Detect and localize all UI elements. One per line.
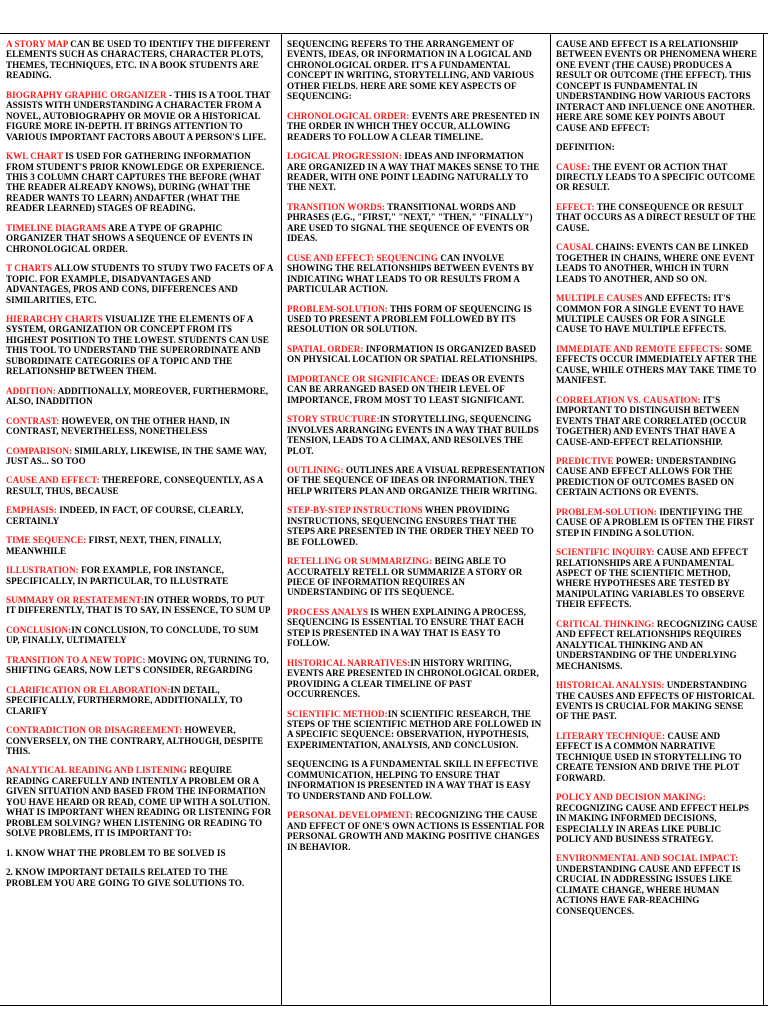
term-label: SCIENTIFIC METHOD: [287,708,388,719]
paragraph-text: THE EVENT OR ACTION THAT DIRECTLY LEADS TO A SPECIFIC OUTCOME OR RESULT. [556,161,756,193]
term-label: CORRELATION VS. CAUSATION: [556,394,701,405]
paragraph-text: WHEN PROVIDING INSTRUCTIONS, SEQUENCING ENSURES THAT THE STEPS ARE PRESENTED IN THE ORDER THEY NEED TO BE FOLLOWED. [287,505,534,547]
paragraph-text: IN HISTORY WRITING, EVENTS ARE PRESENTED IN CHRONOLOGICAL ORDER, PROVIDING A CLEAR TIMELINE OF PAST OCCURRENCES. [287,657,539,700]
paragraph [556,162,758,193]
paragraph [6,565,274,586]
paragraph [287,374,545,405]
paragraph [6,151,274,214]
term-label: HIERARCHY CHARTS [6,313,103,324]
paragraph [287,304,545,335]
term-label: CRITICAL THINKING: [556,618,655,629]
term-label: PERSONAL DEVELOPMENT: [287,810,413,821]
term-label: SUMMARY OR RESTATEMENT: [6,595,144,606]
paragraph [6,595,274,616]
paragraph-text: SEQUENCING IS A FUNDAMENTAL SKILL IN EFFECTIVE COMMUNICATION, HELPING TO ENSURE THAT INFORMATION IS PRESENTED IN A WAY THAT IS EASY TO UNDERSTAND AND FOLLOW. [287,759,539,801]
paragraph-text: POWER: UNDERSTANDING CAUSE AND EFFECT ALLOWS FOR THE PREDICTION OF OUTCOMES BASED ON CERTAIN ACTIONS OR EVENTS. [556,455,737,498]
paragraph [287,151,545,193]
paragraph [287,709,545,751]
paragraph [287,111,545,142]
paragraph-text: IDEAS OR EVENTS CAN BE ARRANGED BASED ON THEIR LEVEL OF IMPORTANCE, FROM MOST TO LEAST SIGNIFICANT. [287,373,525,405]
paragraph [556,731,758,783]
term-label: PROBLEM-SOLUTION: [556,506,657,517]
paragraph [6,223,274,254]
paragraph [556,395,758,447]
paragraph-text: THEREFORE, CONSEQUENTLY, AS A RESULT, THUS, BECAUSE [6,475,264,496]
paragraph-text: UNDERSTANDING CAUSE AND EFFECT IS CRUCIAL IN ADDRESSING ISSUES LIKE CLIMATE CHANGE, WHERE HUMAN ACTIONS HAVE FAR-REACHING CONSEQUENCES. [556,863,741,916]
paragraph-text: INFORMATION IS ORGANIZED BASED ON PHYSICAL LOCATION OR SPATIAL RELATIONSHIPS. [287,343,538,365]
paragraph [287,556,545,598]
paragraph-text: CAN INVOLVE SHOWING THE RELATIONSHIPS BETWEEN EVENTS BY INDICATING WHAT LEADS TO OR RESULTS FROM A PARTICULAR ACTION. [287,252,534,295]
paragraph [556,456,758,498]
term-label: CAUSE AND EFFECT: [6,475,100,486]
paragraph [556,39,758,133]
term-label: EMPHASIS: [6,505,57,516]
paragraph [6,848,274,858]
paragraph-text: RECOGNIZING CAUSE AND EFFECT HELPS IN MAKING INFORMED DECISIONS, ESPECIALLY IN AREAS LIKE PUBLIC POLICY AND BUSINESS STRATEGY. [556,802,750,844]
paragraph-text: IDEAS AND INFORMATION ARE ORGANIZED IN A WAY THAT MAKES SENSE TO THE READER, WITH ONE POINT LEADING NATURALLY TO THE NEXT. [287,151,540,193]
term-label: TRANSITION WORDS: [287,201,385,212]
paragraph [556,792,758,844]
paragraph [6,446,274,467]
term-label: TIMELINE DIAGRAMS [6,222,107,233]
term-label: PROBLEM-SOLUTION: [287,303,388,314]
paragraph-text: SEQUENCING REFERS TO THE ARRANGEMENT OF EVENTS, IDEAS, OR INFORMATION IN A LOGICAL AND CHRONOLOGICAL ORDER. IT'S A FUNDAMENTAL CONCEPT IN WRITING, STORYTELLING, AND VARIOUS OTHER FIELDS. HERE ARE SOME KEY ASPECTS OF SEQUENCING: [287,39,534,102]
paragraph [287,253,545,295]
paragraph [6,505,274,526]
paragraph-text: FOR EXAMPLE, FOR INSTANCE, SPECIFICALLY, IN PARTICULAR, TO ILLUSTRATE [6,565,229,586]
paragraph [6,263,274,305]
term-label: PREDICTIVE [556,455,614,466]
paragraph [287,658,545,700]
term-label: SCIENTIFIC INQUIRY: [556,547,655,558]
paragraph-text: EVENTS ARE PRESENTED IN THE ORDER IN WHICH THEY OCCUR, ALLOWING READERS TO FOLLOW A CLEAR TIMELINE. [287,110,540,142]
term-label: BIOGRAPHY GRAPHIC ORGANIZER [6,89,167,100]
paragraph-text: CAUSE AND EFFECT IS A COMMON NARRATIVE TECHNIQUE USED IN STORYTELLING TO CREATE TENSION AND DRIVE THE PLOT FORWARD. [556,730,742,783]
paragraph-text: CAUSE AND EFFECT RELATIONSHIPS ARE A FUNDAMENTAL ASPECT OF THE SCIENTIFIC METHOD, WHERE HYPOTHESES ARE TESTED BY MANIPULATING VARIABLES TO OBSERVE THEIR EFFECTS. [556,547,748,610]
paragraph [556,853,758,916]
paragraph [6,535,274,556]
paragraph-text: REQUIRE READING CAREFULLY AND INTENTLY A PROBLEM OR A GIVEN SITUATION AND BASED FROM THE INFORMATION YOU HAVE HEARD OR READ, COME UP WITH A SOLUTION. WHAT IS IMPORTANT WHEN READING OR LISTENING FOR PROBLEM SOLVING? WHEN LISTENING OR READING TO SOLVE PROBLEMS, IT IS IMPORTANT TO: [6,765,272,839]
term-label: LOGICAL PROGRESSION: [287,151,402,162]
paragraph [556,242,758,284]
paragraph-text: CAUSE AND EFFECT IS A RELATIONSHIP BETWEEN EVENTS OR PHENOMENA WHERE ONE EVENT (THE CAUSE) PRODUCES A RESULT OR OUTCOME (THE EFFECT). THIS CONCEPT IS FUNDAMENTAL IN UNDERSTANDING HOW VARIOUS FACTORS INTERACT AND INFLUENCE ONE ANOTHER. HERE ARE SOME KEY POINTS ABOUT CAUSE AND EFFECT: [556,39,758,133]
paragraph [6,475,274,496]
paragraph [287,505,545,547]
paragraph-text: AND EFFECTS: IT'S COMMON FOR A SINGLE EVENT TO HAVE MULTIPLE CAUSES OR FOR A SINGLE CAUSE TO HAVE MULTIPLE EFFECTS. [556,293,744,335]
term-label: CONCLUSION: [6,624,72,635]
paragraph-text: UNDERSTANDING THE CAUSES AND EFFECTS OF HISTORICAL EVENTS IS CRUCIAL FOR MAKING SENSE OF THE PAST. [556,680,755,722]
column-cause-and-effect [550,34,764,1005]
term-label: IMMEDIATE AND REMOTE EFFECTS: [556,343,723,354]
term-label: COMPARISON: [6,445,73,456]
term-label: CONTRAST: [6,415,60,426]
paragraph-text: THIS FORM OF SEQUENCING IS USED TO PRESENT A PROBLEM FOLLOWED BY ITS RESOLUTION OR SOLUTION. [287,303,532,335]
paragraph-text: IDENTIFYING THE CAUSE OF A PROBLEM IS OFTEN THE FIRST STEP IN FINDING A SOLUTION. [556,506,754,538]
term-label: MULTIPLE CAUSES [556,293,643,304]
term-label: OUTLINING: [287,464,344,475]
paragraph [287,810,545,852]
paragraph-text: RECOGNIZING CAUSE AND EFFECT RELATIONSHIPS REQUIRES ANALYTICAL THINKING AND AN UNDERSTANDING OF THE UNDERLYING MECHANISMS. [556,618,758,671]
term-label: CUSE AND EFFECT: SEQUENCING [287,252,438,263]
paragraph [6,386,274,407]
paragraph [556,344,758,386]
paragraph [556,142,758,152]
term-label: LITERARY TECHNIQUE: [556,730,666,741]
term-label: PROCESS ANALYS [287,606,368,617]
paragraph [6,90,274,142]
paragraph [287,344,545,365]
paragraph-text: ALLOW STUDENTS TO STUDY TWO FACETS OF A TOPIC. FOR EXAMPLE, DISADVANTAGES AND ADVANTAGES, PROS AND CONS, DIFFERENCES AND SIMILARITIES, ETC. [6,263,273,305]
term-label: ADDITION: [6,385,56,396]
paragraph-text: IS USED FOR GATHERING INFORMATION FROM STUDENT'S PRIOR KNOWLEDGE OR EXPERIENCE. THIS 3 COLUMN CHART CAPTURES THE BEFORE (WHAT THE READER ALREADY KNOWS), DURING (WHAT THE READER WANTS TO LEARN) ANDAFTER (WHAT THE READER LEARNED) STAGES OF READING. [6,151,265,214]
paragraph [287,607,545,649]
paragraph [6,625,274,646]
paragraph-text: IT'S IMPORTANT TO DISTINGUISH BETWEEN EVENTS THAT ARE CORRELATED (OCCUR TOGETHER) AND EVENTS THAT HAVE A CAUSE-AND-EFFECT RELATIONSHIP. [556,394,747,447]
paragraph-text: 2. KNOW IMPORTANT DETAILS RELATED TO THE PROBLEM YOU ARE GOING TO GIVE SOLUTIONS TO. [6,867,245,888]
term-label: IMPORTANCE OR SIGNIFICANCE: [287,373,439,384]
paragraph [287,39,545,102]
paragraph [287,414,545,456]
paragraph [556,202,758,233]
paragraph-text: IN STORYTELLING, SEQUENCING INVOLVES ARRANGING EVENTS IN A WAY THAT BUILDS TENSION, LEADS TO A CLIMAX, AND RESOLVES THE PLOT. [287,414,539,456]
column-sequencing [281,34,550,1005]
term-label: TIME SEQUENCE: [6,535,87,546]
paragraph-text: HOWEVER, CONVERSELY, ON THE CONTRARY, ALTHOUGH, DESPITE THIS. [6,725,264,757]
paragraph-text: HOWEVER, ON THE OTHER HAND, IN CONTRAST, NEVERTHELESS, NONETHELESS [6,415,230,437]
paragraph [556,680,758,722]
paragraph [6,867,274,888]
paragraph-text: SIMILARLY, LIKEWISE, IN THE SAME WAY, JUST AS... SO TOO [6,445,267,466]
paragraph [287,202,545,244]
term-label: RETELLING OR SUMMARIZING: [287,556,433,567]
paragraph-text: ARE A TYPE OF GRAPHIC ORGANIZER THAT SHOWS A SEQUENCE OF EVENTS IN CHRONOLOGICAL ORDER. [6,222,253,254]
term-label: CLARIFICATION OR ELABORATION: [6,684,171,695]
column-graphic-organizers [4,34,279,1005]
term-label: ENVIRONMENTAL AND SOCIAL IMPACT: [556,853,739,864]
paragraph [6,725,274,756]
term-label: HISTORICAL ANALYSIS: [556,680,665,691]
paragraph-text: ADDITIONALLY, MOREOVER, FURTHERMORE, ALSO, INADDITION [6,385,269,407]
term-label: CAUSE: [556,161,591,172]
paragraph-text: SOME EFFECTS OCCUR IMMEDIATELY AFTER THE CAUSE, WHILE OTHERS MAY TAKE TIME TO MANIFEST. [556,343,757,386]
term-label: TRANSITION TO A NEW TOPIC: [6,654,146,665]
paragraph-text: IN DETAIL, SPECIFICALLY, FURTHERMORE, ADDITIONALLY, TO CLARIFY [6,684,243,716]
term-label: CHRONOLOGICAL ORDER: [287,110,410,121]
term-label: EFFECT: [556,201,595,212]
paragraph-text: BEING ABLE TO ACCURATELY RETELL OR SUMMARIZE A STORY OR PIECE OF INFORMATION REQUIRES AN UNDERSTANDING OF ITS SEQUENCE. [287,556,523,598]
paragraph [6,314,274,377]
term-label: KWL CHART [6,151,63,162]
paragraph-text: IN CONCLUSION, TO CONCLUDE, TO SUM UP, FINALLY, ULTIMATELY [6,624,259,646]
term-label: POLICY AND DECISION MAKING: [556,792,706,803]
paragraph [6,655,274,676]
paragraph [6,765,274,838]
paragraph-text: FIRST, NEXT, THEN, FINALLY, MEANWHILE [6,535,222,556]
paragraph [556,619,758,671]
paragraph-text: 1. KNOW WHAT THE PROBLEM TO BE SOLVED IS [6,847,226,858]
paragraph-text: INDEED, IN FACT, OF COURSE, CLEARLY, CERTAINLY [6,505,244,526]
paragraph-text: CHAINS: EVENTS CAN BE LINKED TOGETHER IN CHAINS, WHERE ONE EVENT LEADS TO ANOTHER, WHICH IN TURN LEADS TO ANOTHER, AND SO ON. [556,242,755,284]
paragraph-text: THE CONSEQUENCE OR RESULT THAT OCCURS AS A DIRECT RESULT OF THE CAUSE. [556,201,756,233]
paragraph [6,416,274,437]
paragraph [556,507,758,538]
paragraph-text: DEFINITION: [556,142,615,153]
paragraph-text: RECOGNIZING THE CAUSE AND EFFECT OF ONE'S OWN ACTIONS IS ESSENTIAL FOR PERSONAL GROWTH AND MAKING POSITIVE CHANGES IN BEHAVIOR. [287,810,545,852]
paragraph-text: IN OTHER WORDS, TO PUT IT DIFFERENTLY, THAT IS TO SAY, IN ESSENCE, TO SUM UP [6,595,271,616]
paragraph-text: OUTLINES ARE A VISUAL REPRESENTATION OF THE SEQUENCE OF IDEAS OR INFORMATION. THEY HELP WRITERS PLAN AND ORGANIZE THEIR WRITING. [287,464,545,496]
paragraph [6,685,274,716]
term-label: ANALYTICAL READING AND LISTENING [6,765,187,776]
paragraph-text: CAN BE USED TO IDENTIFY THE DIFFERENT ELEMENTS SUCH AS CHARACTERS, CHARACTER PLOTS, THEMES, TECHNIQUES, ETC. IN A BOOK STUDENTS ARE READING. [6,39,271,81]
term-label: CONTRADICTION OR DISAGREEMENT: [6,725,183,736]
paragraph-text: VISUALIZE THE ELEMENTS OF A SYSTEM, ORGANIZATION OR CONCEPT FROM ITS HIGHEST POSITION TO THE LOWEST. STUDENTS CAN USE THIS TOOL TO UNDERSTAND THE SUPERORDINATE AND SUBORDINATE CATEGORIES OF A TOPIC AND THE RELATIONSHIP BETWEEN THEM. [6,313,269,377]
paragraph [287,759,545,801]
term-label: T CHARTS [6,263,53,274]
paragraph-text: MOVING ON, TURNING TO, SHIFTING GEARS, NOW LET'S CONSIDER, REGARDING [6,654,269,676]
term-label: STEP-BY-STEP INSTRUCTIONS [287,505,423,516]
paragraph [556,547,758,610]
term-label: A STORY MAP [6,39,68,49]
paragraph [6,39,274,81]
document-page [0,33,768,1006]
term-label: ILLUSTRATION: [6,565,79,576]
paragraph-text: IS WHEN EXPLAINING A PROCESS, SEQUENCING IS ESSENTIAL TO ENSURE THAT EACH STEP IS PRESENTED IN A WAY THAT IS EASY TO FOLLOW. [287,606,526,649]
paragraph-text: TRANSITIONAL WORDS AND PHRASES (E.G., "FIRST," "NEXT," "THEN," "FINALLY") ARE USED TO SIGNAL THE SEQUENCE OF EVENTS OR IDEAS. [287,201,533,244]
paragraph [287,465,545,496]
term-label: CAUSAL [556,242,594,253]
term-label: STORY STRUCTURE: [287,414,380,425]
paragraph-text: - THIS IS A TOOL THAT ASSISTS WITH UNDERSTANDING A CHARACTER FROM A NOVEL, AUTOBIOGRAPHY OR MOVIE OR A HISTORICAL FIGURE MORE IN-DEPTH. IT BRINGS ATTENTION TO VARIOUS IMPORTANT FACTORS ABOUT A PERSON'S LIFE. [6,89,271,142]
term-label: HISTORICAL NARRATIVES: [287,657,411,668]
term-label: SPATIAL ORDER: [287,343,364,354]
paragraph-text: IN SCIENTIFIC RESEARCH, THE STEPS OF THE SCIENTIFIC METHOD ARE FOLLOWED IN A SPECIFIC SEQUENCE: OBSERVATION, HYPOTHESIS, EXPERIMENTATION, ANALYSIS, AND CONCLUSION. [287,708,542,750]
paragraph [556,293,758,335]
